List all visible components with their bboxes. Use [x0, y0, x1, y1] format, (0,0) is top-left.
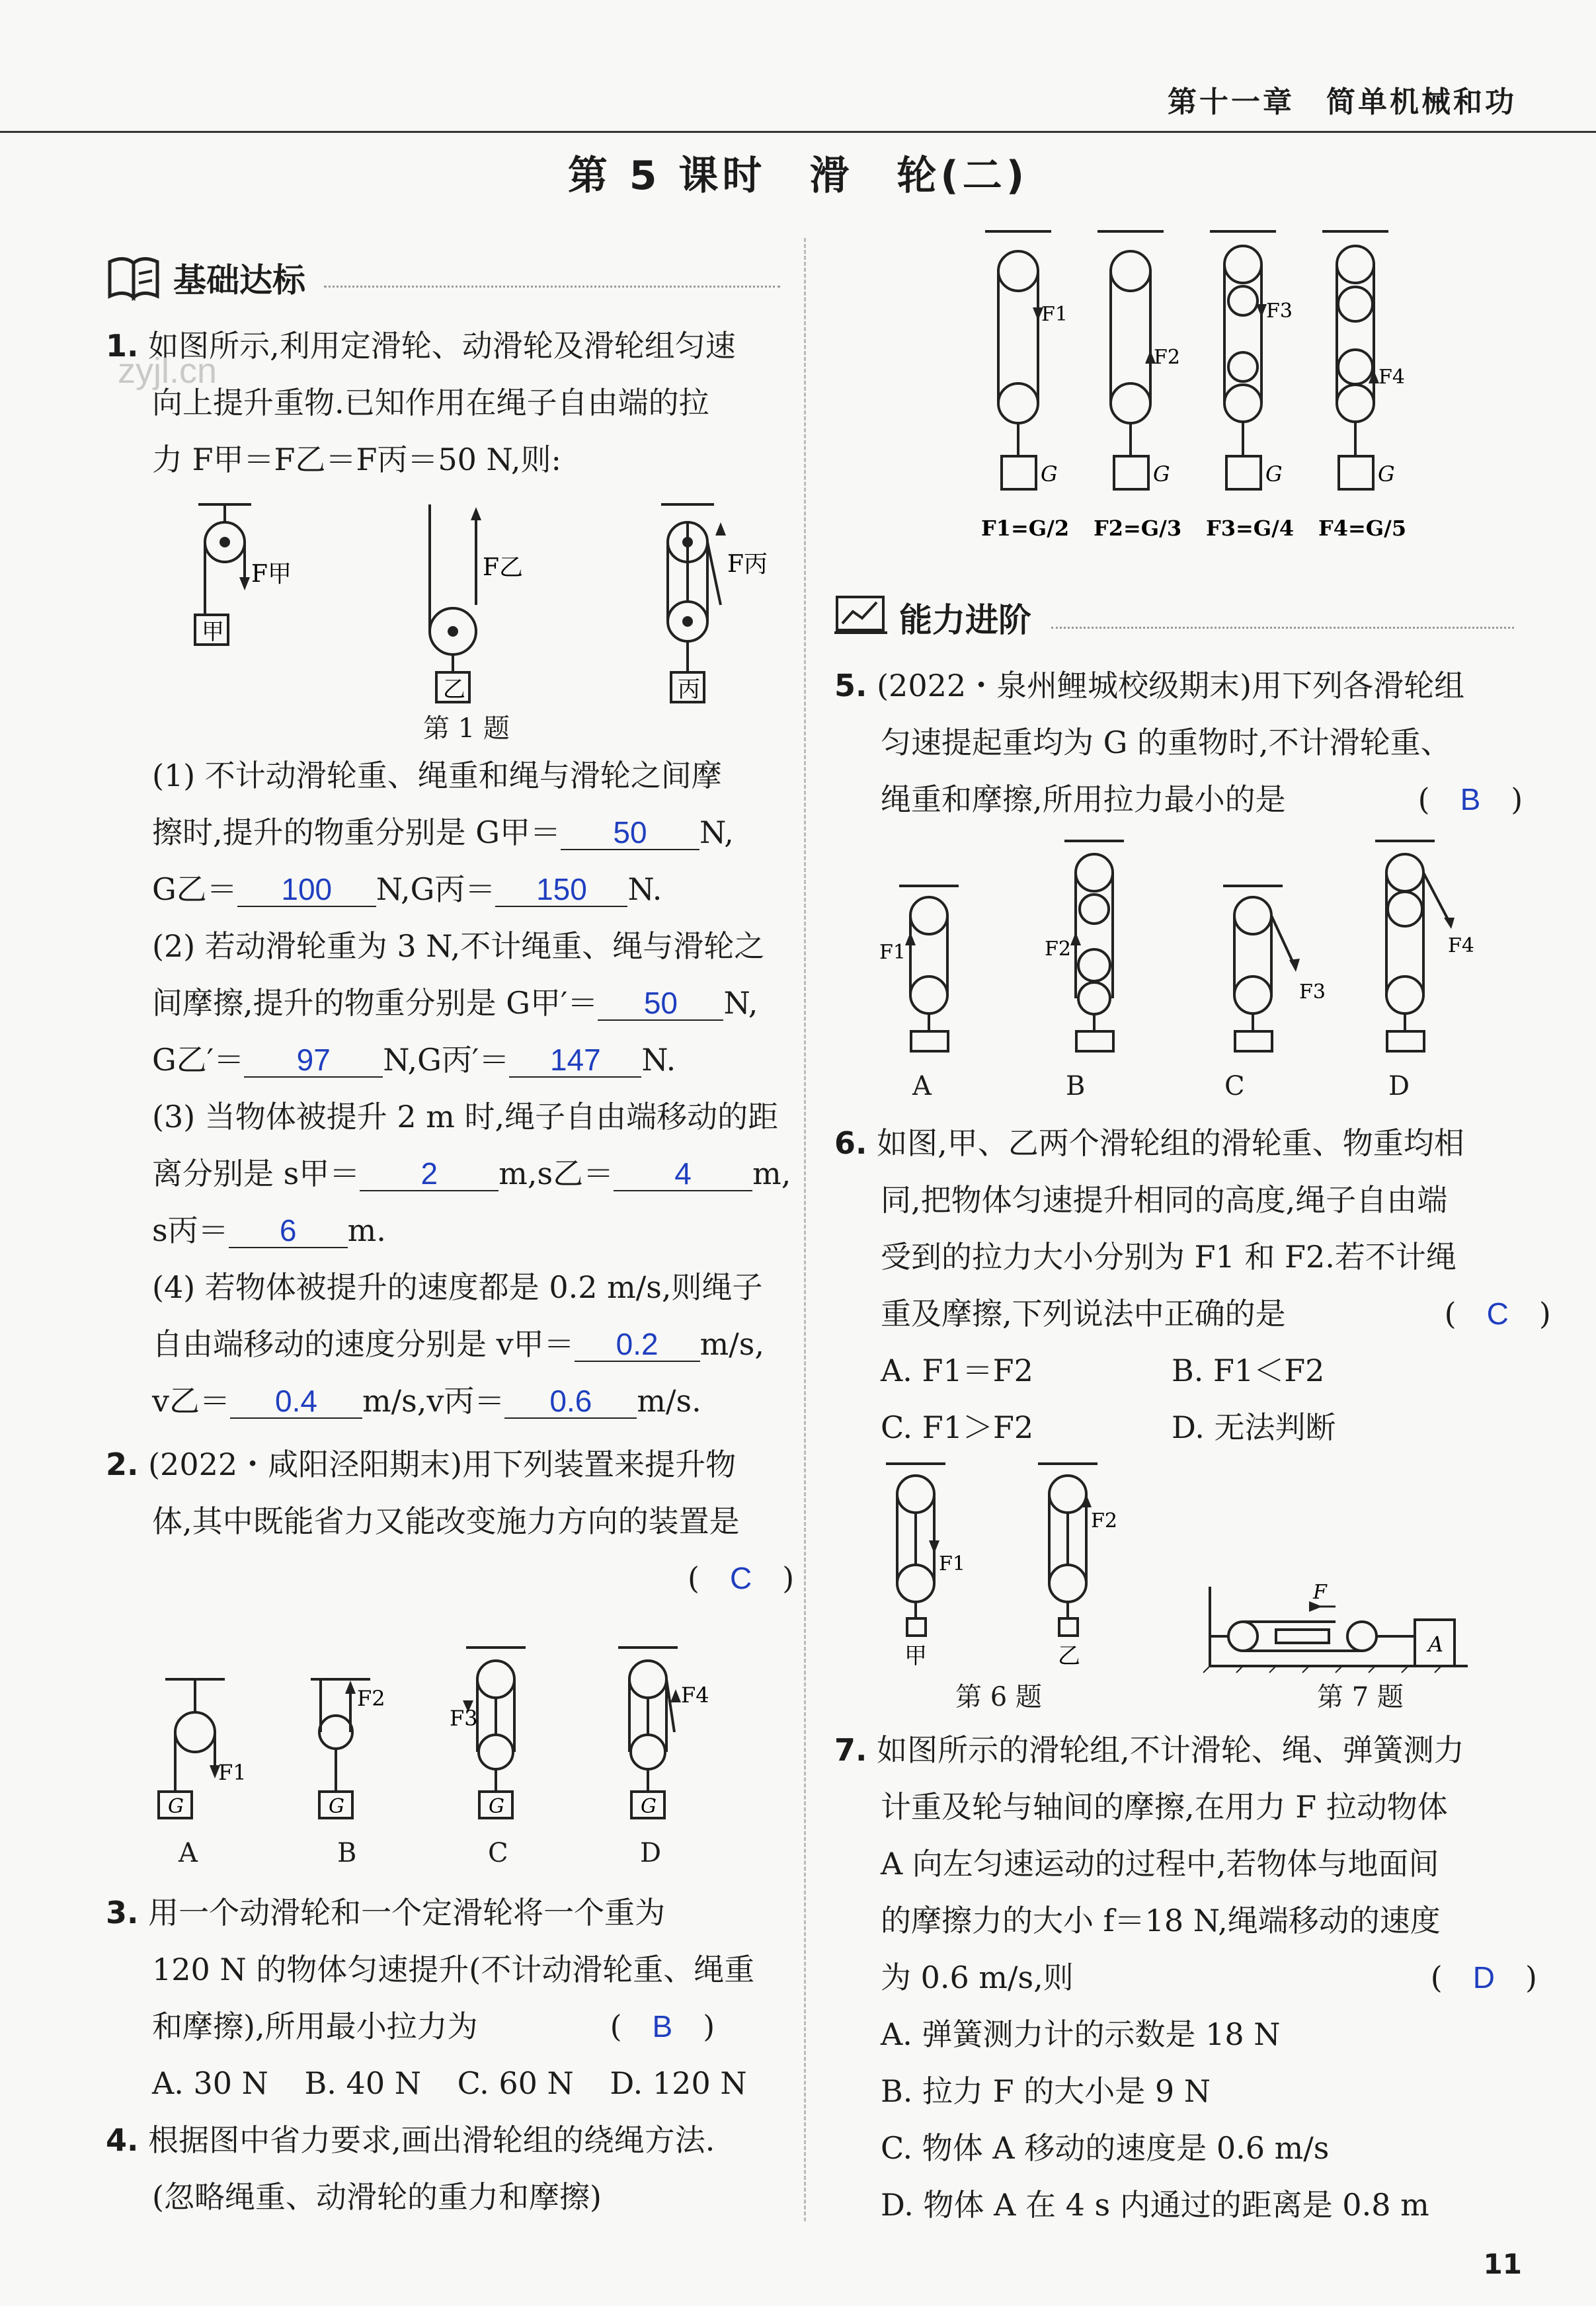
answer-blank: 150 — [495, 873, 627, 907]
q6-number: 6. — [834, 1125, 867, 1161]
q3-answer: B — [652, 2009, 673, 2044]
q1-stem-line: 向上提升重物.已知作用在绳子自由端的拉 — [152, 385, 709, 420]
text: 受到的拉力大小分别为 F1 和 F2.若不计绳 — [881, 1239, 1456, 1275]
q1-part4 — [152, 1259, 764, 1429]
q3-option: C. 60 N — [457, 2065, 574, 2101]
formula: F4=G/5 — [1318, 516, 1407, 541]
q6-option: D. 无法判断 — [1172, 1410, 1336, 1445]
text: 体,其中既能省力又能改变施力方向的装置是 — [152, 1503, 740, 1539]
formula: F1=G/2 — [981, 516, 1070, 541]
text: 的摩擦力的大小 f＝18 N,绳端移动的速度 — [881, 1903, 1441, 1938]
force-label: F3 — [1299, 980, 1326, 1004]
force-label: F4 — [1378, 366, 1405, 389]
weight-label: G — [168, 1795, 184, 1818]
q2-option-label: D — [640, 1838, 662, 1868]
text: 为 0.6 m/s,则 — [881, 1960, 1074, 1995]
text: A 向左匀速运动的过程中,若物体与地面间 — [881, 1846, 1439, 1882]
text: m/s,v丙＝ — [362, 1383, 505, 1419]
text: 重及摩擦,下列说法中正确的是 — [881, 1296, 1286, 1332]
figure-label: 乙 — [1058, 1643, 1080, 1669]
force-label: F3 — [1266, 299, 1293, 323]
q4-number: 4. — [106, 2122, 139, 2158]
text: 120 N 的物体匀速提升(不计动滑轮重、绳重 — [152, 1952, 755, 1987]
q7-figure — [1203, 1573, 1481, 1673]
q5-answer: B — [1460, 782, 1481, 816]
weight-label: 丙 — [678, 676, 700, 703]
q2-option-label: A — [179, 1838, 198, 1868]
force-label: F — [1313, 1581, 1327, 1604]
formula: F3=G/4 — [1206, 516, 1295, 541]
force-label: F2 — [1091, 1509, 1117, 1532]
weight-label: G — [1378, 461, 1395, 487]
text: N, — [699, 815, 734, 850]
q7-option: B. 拉力 F 的大小是 9 N — [881, 2073, 1211, 2109]
text: N,G丙′＝ — [383, 1042, 510, 1078]
q6-option: A. F1＝F2 — [881, 1353, 1033, 1388]
section-rule — [1051, 627, 1514, 629]
force-label: F3 — [450, 1706, 478, 1731]
answer-blank: 147 — [509, 1043, 641, 1078]
text: m,s乙＝ — [499, 1156, 614, 1191]
text: 用一个动滑轮和一个定滑轮将一个重为 — [148, 1895, 666, 1930]
text: v乙＝ — [152, 1383, 230, 1419]
q2-stem: 2. (2022・咸阳泾阳期末)用下列装置来提升物 体,其中既能省力又能改变施力方向的装置是 ( C ) — [106, 1447, 795, 1596]
q4-figure — [978, 225, 1455, 569]
force-label: F1 — [218, 1760, 247, 1785]
q3-option: A. 30 N — [152, 2065, 268, 2101]
force-label: F2 — [1154, 346, 1180, 369]
text: 离分别是 s甲＝ — [152, 1156, 360, 1191]
q6-answer: C — [1486, 1296, 1509, 1331]
text: (2022・泉州鲤城校级期末)用下列各滑轮组 — [877, 668, 1465, 703]
force-label: F2 — [357, 1686, 385, 1711]
q1-stem — [106, 317, 736, 488]
q1-part3 — [152, 1088, 791, 1259]
q6-stem: 6. 如图,甲、乙两个滑轮组的滑轮重、物重均相 同,把物体匀速提升相同的高度,绳子自由端 受到的拉力大小分别为 F1 和 F2.若不计绳 重及摩擦,下列说法中正确的是 ( C ) A. F1＝F2 B. F1＜F2 C. F1＞F2 D. 无法判断 — [834, 1115, 1551, 1456]
q7-option: C. 物体 A 移动的速度是 0.6 m/s — [881, 2130, 1330, 2166]
q1-number: 1. — [106, 328, 139, 364]
text: N, — [723, 985, 758, 1021]
force-label: F乙 — [483, 554, 523, 581]
q5-option-label: C — [1224, 1071, 1245, 1101]
section-rule — [324, 286, 780, 288]
text: N,G丙＝ — [376, 871, 496, 907]
weight-label: G — [1265, 461, 1283, 487]
text: G乙′＝ — [152, 1042, 245, 1078]
text: G乙＝ — [152, 871, 237, 907]
watermark: zyjl.cn — [118, 351, 218, 391]
q1-stem-line: 力 F甲＝F乙＝F丙＝50 N,则: — [152, 442, 561, 477]
text: 如图,甲、乙两个滑轮组的滑轮重、物重均相 — [877, 1125, 1464, 1161]
book-icon — [104, 250, 164, 303]
page-number: 11 — [1483, 2248, 1522, 2280]
force-label: F1 — [879, 941, 906, 964]
q7-option: A. 弹簧测力计的示数是 18 N — [881, 2016, 1281, 2052]
text: N. — [627, 871, 662, 907]
q6-option: B. F1＜F2 — [1172, 1353, 1325, 1388]
text: s丙＝ — [152, 1213, 229, 1248]
answer-blank: 6 — [229, 1214, 348, 1248]
force-label: F4 — [681, 1683, 709, 1708]
q4-stem — [106, 2112, 715, 2225]
weight-label: 乙 — [443, 676, 465, 703]
text: (4) 若物体被提升的速度都是 0.2 m/s,则绳子 — [152, 1269, 763, 1305]
text: 如图所示的滑轮组,不计滑轮、绳、弹簧测力 — [877, 1732, 1464, 1768]
q7-option: D. 物体 A 在 4 s 内通过的距离是 0.8 m — [881, 2187, 1429, 2223]
q7-number: 7. — [834, 1732, 867, 1768]
q2-number: 2. — [106, 1447, 139, 1482]
q6-option: C. F1＞F2 — [881, 1410, 1034, 1445]
q1-figure — [152, 493, 787, 711]
q5-option-label: D — [1388, 1071, 1410, 1101]
q2-option-label: B — [337, 1838, 357, 1868]
text: 计重及轮与轴间的摩擦,在用力 F 拉动物体 — [881, 1789, 1448, 1825]
q3-option: B. 40 N — [304, 2065, 421, 2101]
answer-blank: 0.2 — [575, 1328, 700, 1362]
q6-caption: 第 6 题 — [955, 1682, 1042, 1712]
page-title: 第 5 课时 滑 轮(二) — [567, 153, 1029, 199]
text: m/s, — [699, 1326, 764, 1362]
text: (1) 不计动滑轮重、绳重和绳与滑轮之间摩 — [152, 758, 722, 793]
answer-blank: 50 — [598, 986, 723, 1021]
q7-answer: D — [1472, 1960, 1495, 1995]
text: 自由端移动的速度分别是 v甲＝ — [152, 1326, 575, 1362]
text: (2) 若动滑轮重为 3 N,不计绳重、绳与滑轮之 — [152, 928, 765, 964]
text: 同,把物体匀速提升相同的高度,绳子自由端 — [881, 1182, 1448, 1218]
q1-part2 — [152, 918, 764, 1088]
force-label: F1 — [939, 1552, 965, 1575]
q3-option: D. 120 N — [610, 2065, 747, 2101]
answer-blank: 50 — [561, 816, 699, 850]
text: (忽略绳重、动滑轮的重力和摩擦) — [152, 2179, 602, 2215]
text: 绳重和摩擦,所用拉力最小的是 — [881, 781, 1286, 817]
force-label: F4 — [1448, 934, 1474, 957]
formula: F2=G/3 — [1094, 516, 1182, 541]
weight-label: G — [1041, 461, 1058, 487]
answer-blank: 0.4 — [230, 1384, 362, 1419]
q2-figure — [152, 1640, 747, 1845]
q5-option-label: B — [1066, 1071, 1086, 1101]
q7-stem: 7. 如图所示的滑轮组,不计滑轮、绳、弹簧测力 计重及轮与轴间的摩擦,在用力 F 拉动物体 A 向左匀速运动的过程中,若物体与地面间 的摩擦力的大小 f＝18 N,绳端移动的速度 为 0.6 m/s,则 ( D ) A. 弹簧测力计的示数是 18 N B. 拉力 F 的大小是 9 N C. 物体 A 移动的速度是 0.6 m/s D. 物体 A 在 4 s 内通过的距离是 0.8 m — [834, 1732, 1537, 2223]
q1-caption: 第 1 题 — [423, 713, 510, 744]
text: (3) 当物体被提升 2 m 时,绳子自由端移动的距 — [152, 1099, 779, 1134]
text: m, — [752, 1156, 791, 1191]
text: 间摩擦,提升的物重分别是 G甲′＝ — [152, 985, 598, 1021]
block-label: A — [1428, 1632, 1444, 1657]
chapter-header: 第十一章 简单机械和功 — [1168, 85, 1517, 119]
text: 匀速提起重均为 G 的重物时,不计滑轮重、 — [881, 725, 1451, 760]
q3-stem: 3. 用一个动滑轮和一个定滑轮将一个重为 120 N 的物体匀速提升(不计动滑轮重、绳重 和摩擦),所用最小拉力为 ( B ) A. 30 N B. 40 N C. 60 N D. 120 N — [106, 1895, 755, 2101]
column-divider — [804, 238, 806, 2221]
weight-label: G — [1153, 461, 1170, 487]
q1-part1 — [152, 747, 734, 918]
weight-label: G — [641, 1795, 657, 1818]
q5-number: 5. — [834, 668, 867, 703]
q3-number: 3. — [106, 1895, 139, 1930]
q2-option-label: C — [488, 1838, 508, 1868]
chart-icon — [834, 592, 890, 635]
text: m. — [347, 1213, 386, 1248]
section-basic: 基础达标 — [173, 261, 305, 299]
text: (2022・咸阳泾阳期末)用下列装置来提升物 — [148, 1447, 737, 1482]
force-label: F丙 — [727, 551, 768, 578]
force-label: F1 — [1041, 303, 1068, 326]
section-advanced: 能力进阶 — [899, 601, 1031, 639]
figure-label: 甲 — [904, 1643, 927, 1669]
text: 根据图中省力要求,画出滑轮组的绕绳方法. — [148, 2122, 715, 2158]
text: 擦时,提升的物重分别是 G甲＝ — [152, 815, 561, 850]
q6-figure — [873, 1454, 1150, 1673]
weight-label: 甲 — [202, 619, 224, 645]
text: N. — [641, 1042, 676, 1078]
header-rule — [0, 131, 1596, 133]
q7-caption: 第 7 题 — [1317, 1682, 1404, 1712]
answer-blank: 2 — [360, 1157, 499, 1191]
q5-option-label: A — [912, 1071, 932, 1101]
answer-blank: 4 — [614, 1157, 752, 1191]
force-label: F2 — [1045, 937, 1071, 961]
q5-stem: 5. (2022・泉州鲤城校级期末)用下列各滑轮组 匀速提起重均为 G 的重物时,不计滑轮重、 绳重和摩擦,所用拉力最小的是 ( B ) — [834, 668, 1523, 817]
q1-stem-line: 如图所示,利用定滑轮、动滑轮及滑轮组匀速 — [148, 328, 736, 364]
answer-blank: 0.6 — [504, 1384, 637, 1419]
force-label: F甲 — [251, 561, 292, 588]
text: m/s. — [637, 1383, 701, 1419]
weight-label: G — [489, 1795, 504, 1818]
answer-blank: 97 — [244, 1043, 383, 1078]
q2-answer: C — [729, 1561, 752, 1595]
text: 和摩擦),所用最小拉力为 — [152, 2008, 478, 2044]
answer-blank: 100 — [237, 873, 376, 907]
weight-label: G — [329, 1795, 344, 1818]
q5-figure — [866, 833, 1474, 1071]
